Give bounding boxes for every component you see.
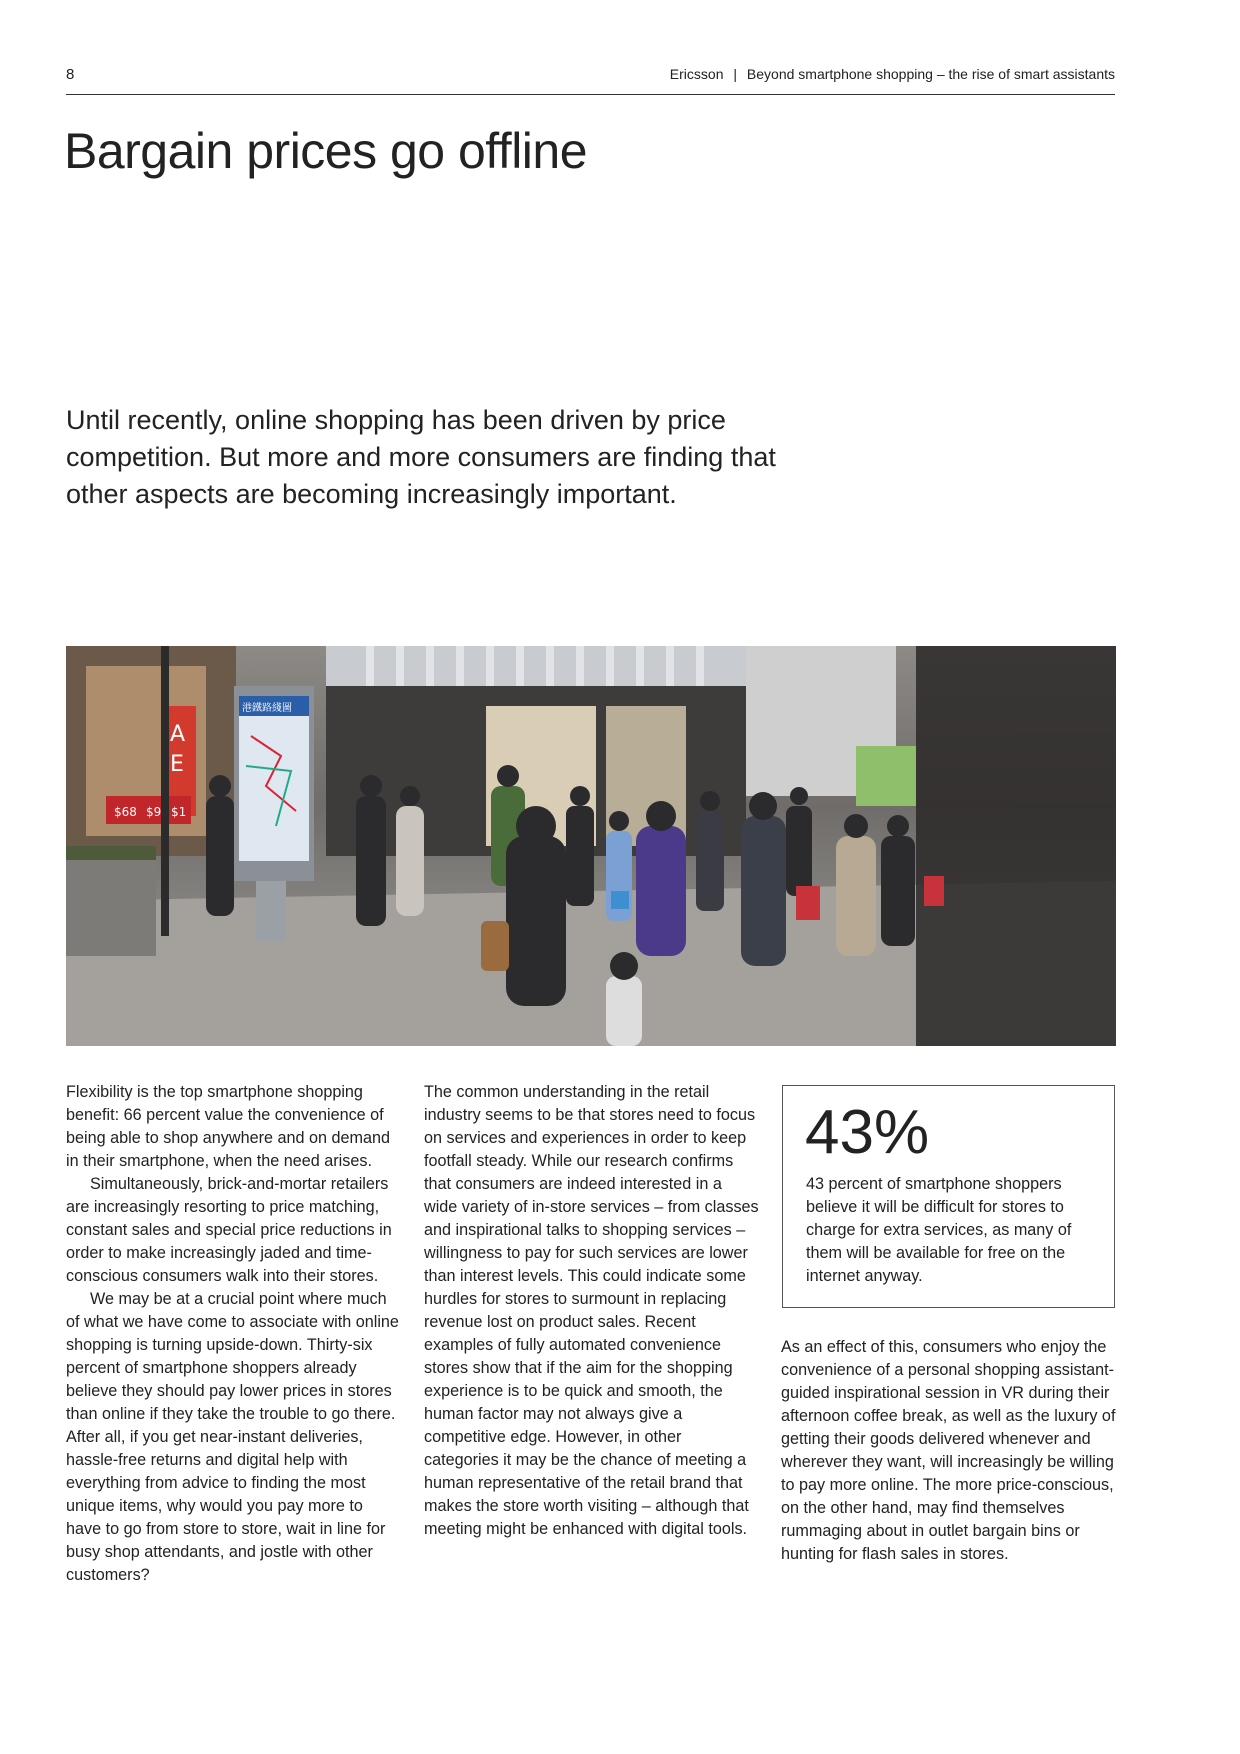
price-tag-2: $9 (146, 805, 162, 819)
body-column-1 (66, 1081, 401, 1587)
body-column-3 (781, 1336, 1116, 1566)
page-title: Bargain prices go offline (64, 123, 588, 179)
body-column-2 (424, 1081, 759, 1541)
col1-paragraph-1: Flexibility is the top smartphone shopping benefit: 66 percent value the convenience of being able to shop anywhere and on demand in their smartphone, when the need arises. (66, 1083, 390, 1170)
col1-paragraph-3: We may be at a crucial point where much of what we have come to associate with online shopping is turning upside-down. Thirty-six percent of smartphone shoppers already believe they should pay lower prices in stores than online if they take the trouble to go there. After all, if you get near-instant deliveries, hassle-free returns and digital help with everything from advice to finding the most unique items, why would you pay more to have to go from store to store, wait in line for busy shop attendants, and jostle with other customers? (66, 1290, 399, 1584)
report-title: Beyond smartphone shopping – the rise of smart assistants (746, 66, 1115, 82)
col1-paragraph-2: Simultaneously, brick-and-mortar retailers are increasingly resorting to price matching, constant sales and special price reductions in order to make increasingly jaded and time-conscious consumers walk into their stores. (66, 1175, 392, 1285)
running-header (670, 66, 1115, 82)
page-number: 8 (66, 66, 75, 83)
store-letter-e: E (170, 752, 184, 777)
header-rule (66, 94, 1115, 95)
stat-callout-box (782, 1085, 1115, 1308)
stat-description: 43 percent of smartphone shoppers believe it will be difficult for stores to charge for extra services, as many of them will be available for free on the internet anyway. (806, 1175, 1072, 1285)
lead-paragraph: Until recently, online shopping has been driven by price competition. But more and more consumers are finding that other aspects are becoming increasingly important. (66, 405, 776, 509)
price-tag-3: $1 (171, 805, 187, 819)
price-tag-1: $68 (114, 805, 137, 819)
col3-paragraph: As an effect of this, consumers who enjoy the convenience of a personal shopping assistant-guided inspirational session in VR during their afternoon coffee break, as well as the luxury of getting their goods delivered whenever and wherever they want, will increasingly be willing to pay more online. The more price-conscious, on the other hand, may find themselves rummaging about in outlet bargain bins or hunting for flash sales in stores. (781, 1338, 1116, 1563)
header-separator: | (733, 66, 738, 82)
publisher-name: Ericsson (669, 66, 724, 82)
col2-paragraph: The common understanding in the retail industry seems to be that stores need to focus on services and experiences in order to keep footfall steady. While our research confirms that consumers are indeed interested in a wide variety of in-store services – from classes and inspirational talks to shopping services – willingness to pay for such services are lower than interest levels. This could indicate some hurdles for stores to surmount in replacing revenue lost on product sales. Recent examples of fully automated convenience stores show that if the aim for the shopping experience is to be quick and smooth, the human factor may not always give a competitive edge. However, in other categories it may be the chance of meeting a human representative of the retail brand that makes the store worth visiting – although that meeting might be enhanced with digital tools. (424, 1083, 759, 1538)
store-letter-a: A (170, 722, 186, 747)
map-title: 港鐵路綫圖 (242, 703, 292, 714)
stat-value: 43% (805, 1098, 930, 1167)
street-shopping-photo (66, 646, 1116, 1046)
